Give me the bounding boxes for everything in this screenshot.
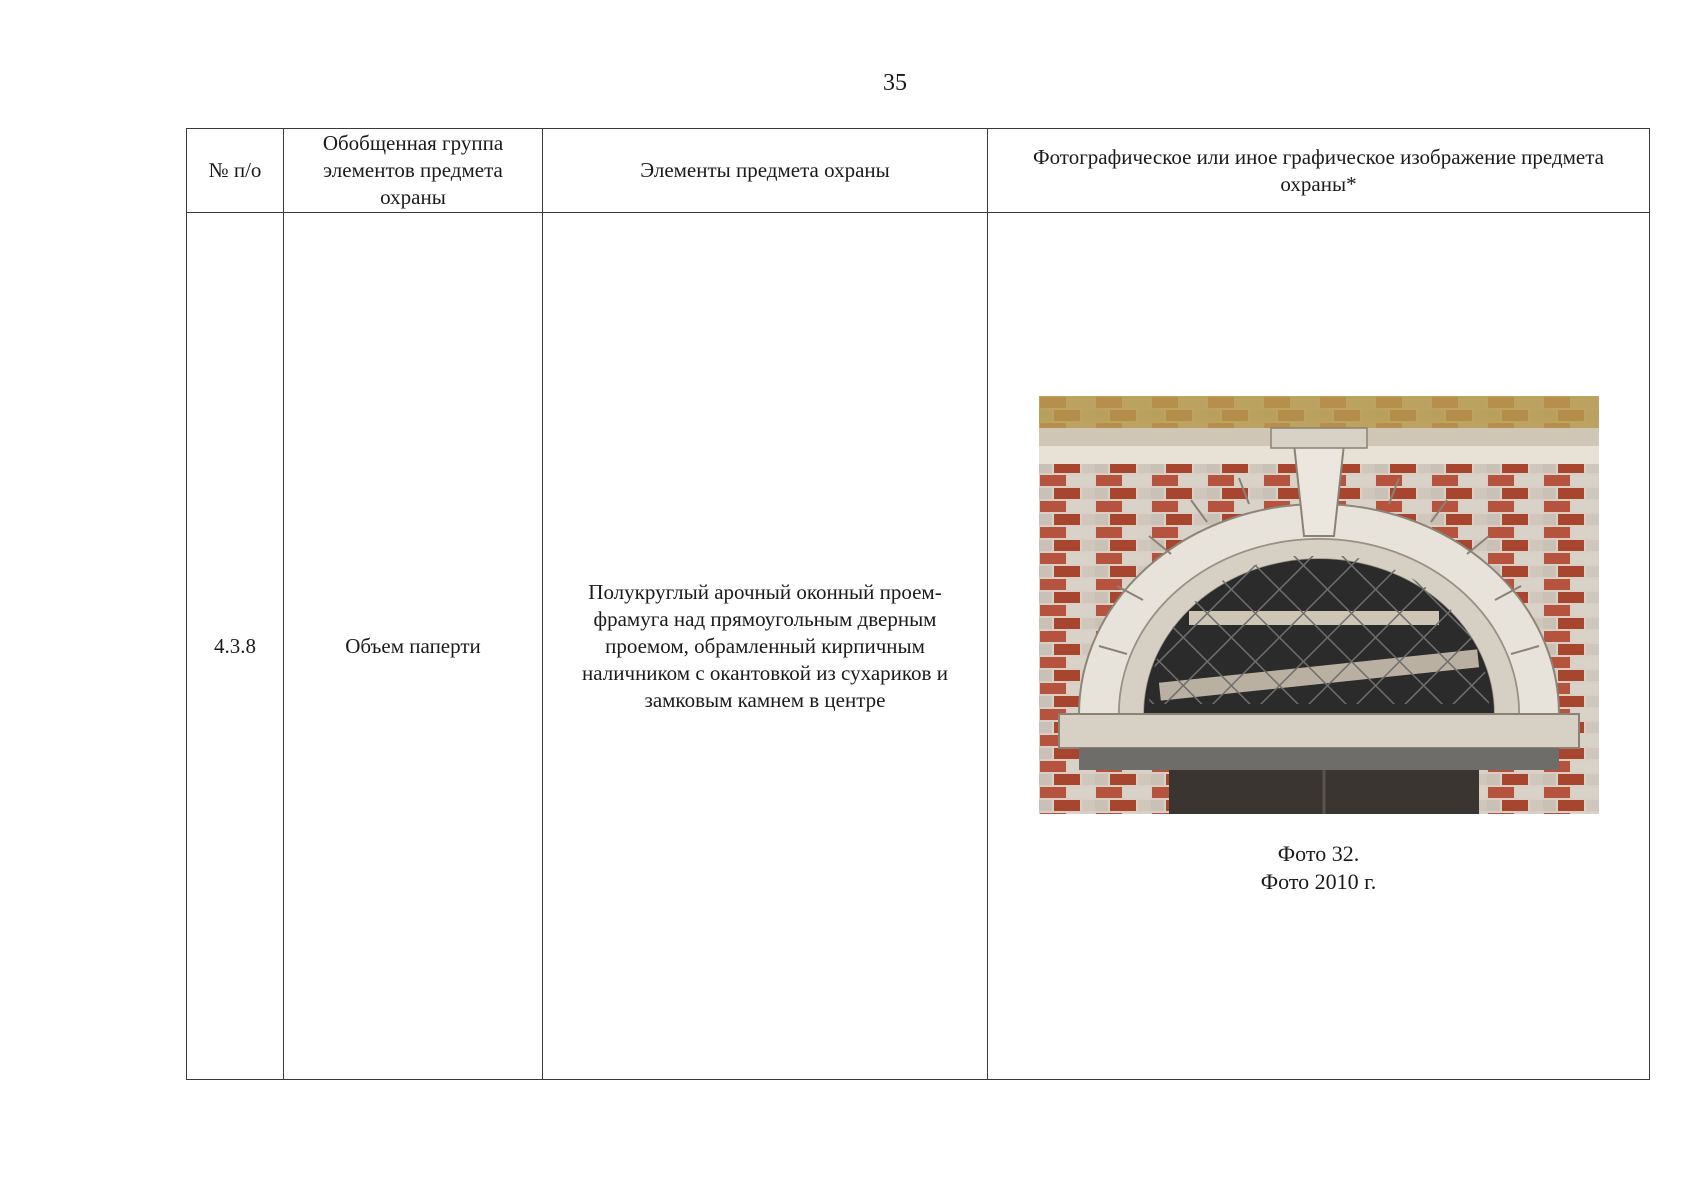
header-number: № п/о [187, 129, 284, 213]
table-header [187, 129, 1650, 213]
row-number: 4.3.8 [187, 213, 284, 1080]
photo-caption-number: Фото 32. [1277, 841, 1360, 866]
photo-caption [996, 840, 1641, 896]
row-group: Объем паперти [284, 213, 543, 1080]
photo-caption-year: Фото 2010 г. [1260, 869, 1377, 894]
row-elements: Полукруглый арочный оконный проем-фрамуга над прямоугольным дверным проемом, обрамленный кирпичным наличником с окантовкой из сухариков и замковым камнем в центре [543, 213, 988, 1080]
table-body [187, 213, 1650, 1080]
protection-table [186, 128, 1650, 1080]
page-number: 35 [883, 70, 907, 96]
table-row [187, 213, 1650, 1080]
row-photo-cell [988, 213, 1650, 1080]
header-group: Обобщенная группа элементов предмета охраны [284, 129, 543, 213]
arched-window-photo [1039, 396, 1599, 814]
header-elements: Элементы предмета охраны [543, 129, 988, 213]
header-row [187, 129, 1650, 213]
header-image: Фотографическое или иное графическое изображение предмета охраны* [988, 129, 1650, 213]
